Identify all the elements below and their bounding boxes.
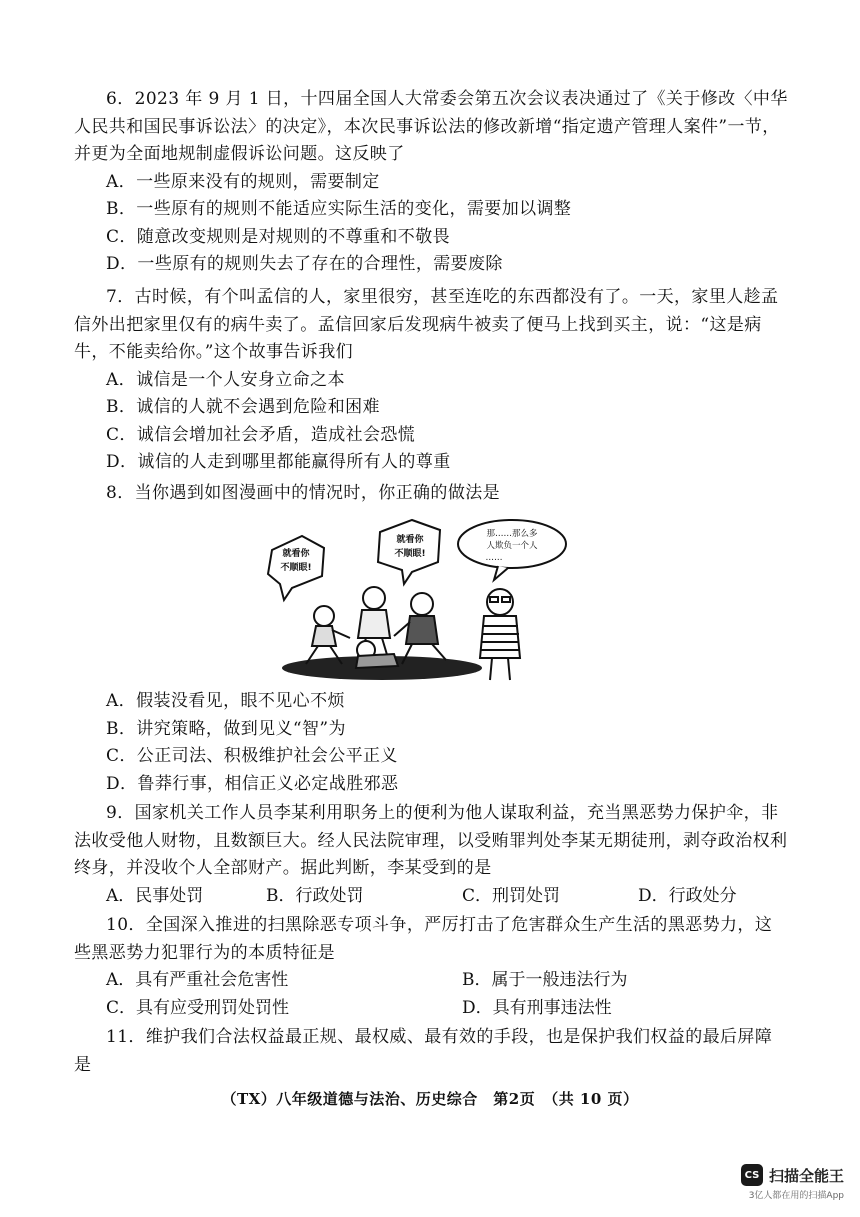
victim-figure — [356, 641, 398, 668]
bully-figure-right — [394, 593, 446, 664]
question-10-option-d: D．具有刑事违法性 — [462, 997, 612, 1018]
question-8-option-a: A．假装没看见，眼不见心不烦 — [106, 691, 345, 711]
speech-bubble-middle — [378, 520, 440, 584]
question-7-option-c: C．诚信会增加社会矛盾，造成社会恐慌 — [106, 424, 416, 445]
question-10-option-b: B．属于一般违法行为 — [462, 970, 628, 990]
question-6-option-b: B．一些原有的规则不能适应实际生活的变化，需要加以调整 — [106, 199, 572, 219]
question-9-option-d: D．行政处分 — [638, 885, 737, 906]
question-10 — [74, 912, 788, 1022]
bystander-figure — [480, 589, 520, 680]
watermark-name: 扫描全能王 — [768, 1166, 844, 1185]
question-9-options — [74, 883, 788, 911]
question-10-option-c: C．具有应受刑罚处罚性 — [106, 997, 290, 1018]
question-6-option-d: D．一些原有的规则失去了存在的合理性，需要废除 — [106, 254, 503, 274]
question-9-option-a: A．民事处罚 — [106, 885, 204, 906]
page-footer: （TX）八年级道德与法治、历史综合 第2页 （共 10 页） — [221, 1090, 639, 1108]
question-8 — [74, 480, 788, 508]
speech-bubble-left — [268, 536, 324, 600]
svg-text:就看你: 就看你 — [282, 549, 310, 559]
question-10-options-row-2 — [74, 995, 788, 1023]
speech-bubble-right — [458, 520, 566, 580]
question-8-option-c: C．公正司法、积极维护社会公平正义 — [106, 746, 398, 766]
question-8-stem: 8．当你遇到如图漫画中的情况时，你正确的做法是 — [106, 483, 501, 503]
bullying-cartoon — [262, 518, 582, 686]
question-6-option-a: A．一些原来没有的规则，需要制定 — [106, 171, 380, 192]
question-7-option-b: B．诚信的人就不会遇到危险和困难 — [106, 397, 380, 417]
svg-text:……: …… — [485, 553, 503, 563]
scanner-watermark — [741, 1164, 844, 1201]
question-9-option-c: C．刑罚处罚 — [462, 885, 561, 906]
question-8-options — [74, 688, 788, 798]
camscanner-logo-icon: CS — [741, 1164, 763, 1186]
question-7-stem: 7．古时候，有个叫孟信的人，家里很穷，甚至连吃的东西都没有了。一天，家里人趁孟信外出把家里仅有的病牛卖了。孟信回家后发现病牛被卖了便马上找到买主，说：“这是病牛，不能卖给你。”这个故事告诉我们 — [74, 287, 779, 362]
question-7-option-a: A．诚信是一个人安身立命之本 — [106, 369, 345, 390]
question-9 — [74, 800, 788, 910]
question-6 — [74, 86, 788, 279]
svg-text:人欺负一个人: 人欺负一个人 — [486, 541, 538, 551]
question-7 — [74, 284, 788, 477]
svg-text:那……那么多: 那……那么多 — [486, 529, 538, 539]
question-9-stem: 9．国家机关工作人员李某利用职务上的便利为他人谋取利益，充当黑恶势力保护伞，非法收受他人财物，且数额巨大。经人民法院审理，以受贿罪判处李某无期徒刑，剥夺政治权利终身，并没收个人全部财产。据此判断，李某受到的是 — [74, 803, 788, 878]
svg-text:不顺眼!: 不顺眼! — [280, 563, 312, 573]
question-10-option-a: A．具有严重社会危害性 — [106, 970, 289, 990]
question-10-stem: 10．全国深入推进的扫黑除恶专项斗争，严厉打击了危害群众生产生活的黑恶势力，这些黑恶势力犯罪行为的本质特征是 — [74, 915, 773, 963]
question-7-option-d: D．诚信的人走到哪里都能赢得所有人的尊重 — [106, 452, 451, 472]
question-10-options-row-1 — [74, 967, 788, 995]
question-11-stem: 11．维护我们合法权益最正规、最权威、最有效的手段，也是保护我们权益的最后屏障是 — [74, 1027, 773, 1075]
svg-text:就看你: 就看你 — [396, 535, 424, 545]
bully-figure-left — [306, 606, 350, 664]
watermark-subtitle: 3亿人都在用的扫描App — [748, 1191, 844, 1201]
question-9-option-b: B．行政处罚 — [266, 885, 364, 906]
question-8-option-b: B．讲究策略，做到见义“智”为 — [106, 718, 346, 739]
question-8-option-d: D．鲁莽行事，相信正义必定战胜邪恶 — [106, 773, 399, 794]
question-6-stem: 6．2023 年 9 月 1 日，十四届全国人大常委会第五次会议表决通过了《关于修改〈中华人民共和国民事诉讼法〉的决定》，本次民事诉讼法的修改新增“指定遗产管理人案件”一节，并更为全面地规制虚假诉讼问题。这反映了 — [74, 89, 788, 164]
svg-text:不顺眼!: 不顺眼! — [394, 549, 426, 559]
question-11 — [74, 1024, 788, 1079]
question-6-option-c: C．随意改变规则是对规则的不尊重和不敬畏 — [106, 226, 451, 247]
